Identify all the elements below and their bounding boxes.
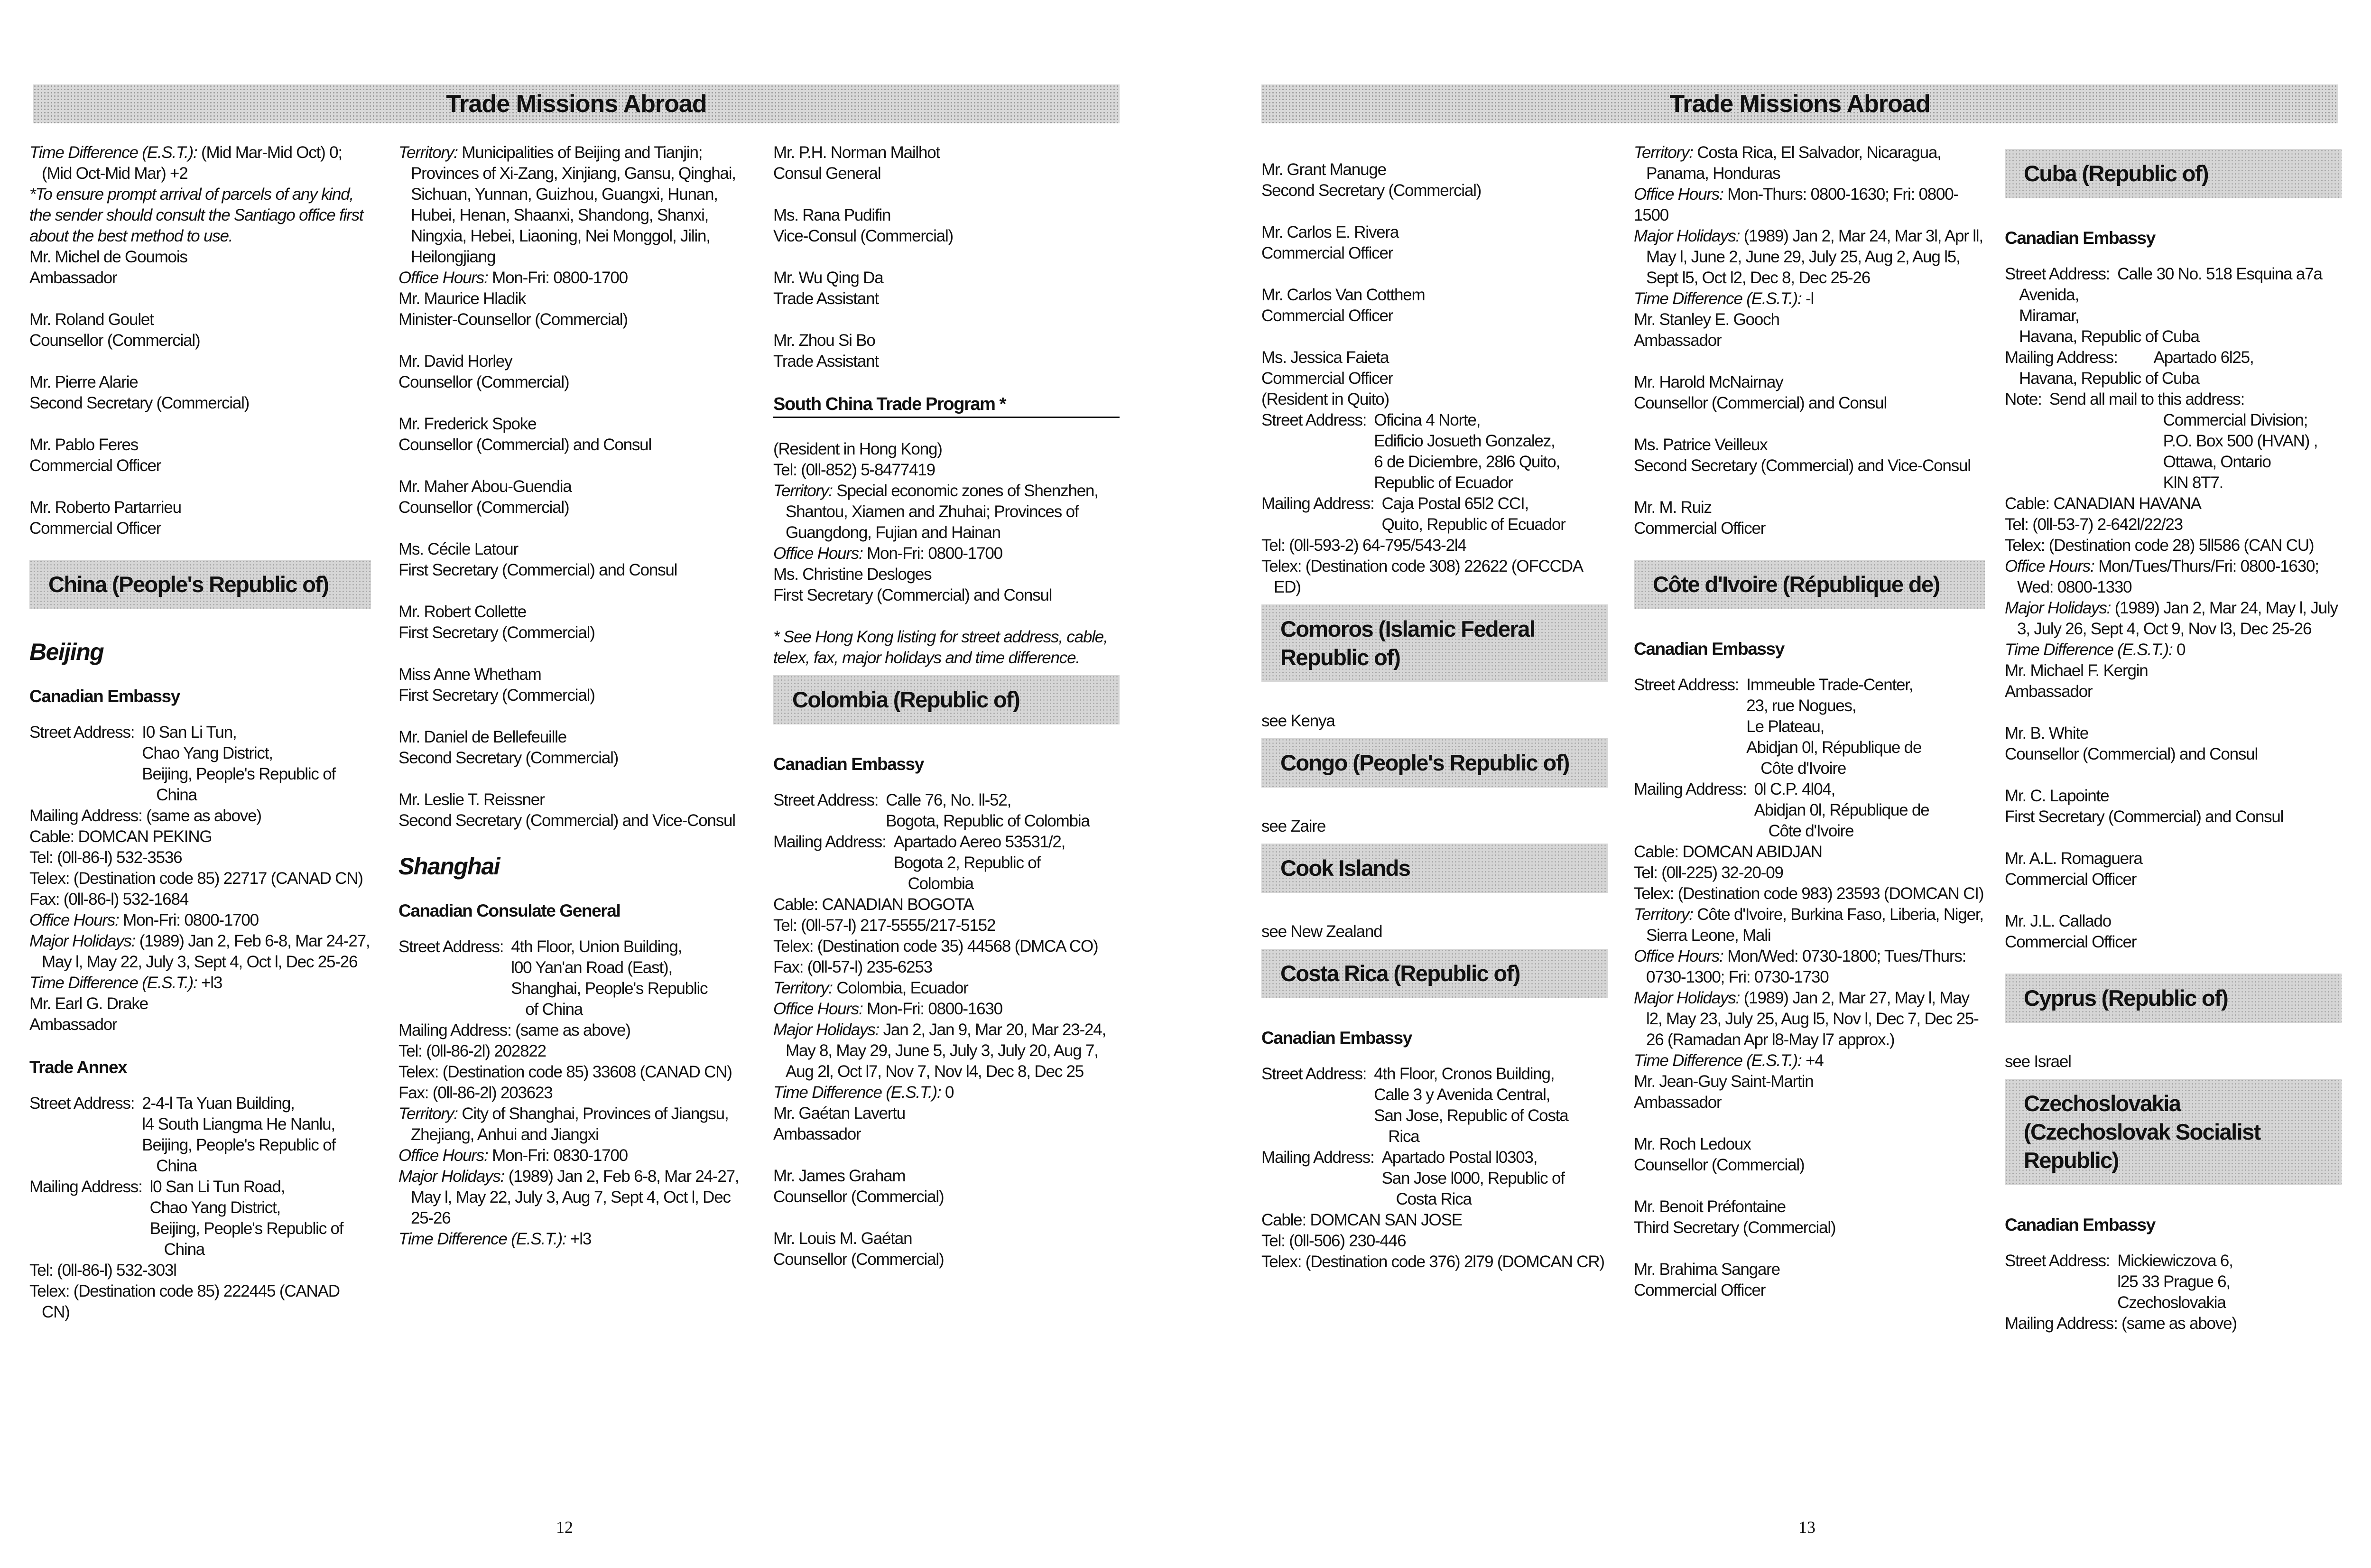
telephone: Tel: (0ll-593-2) 64-795/543-2l4 [1261, 536, 1466, 555]
street-address: Street Address: I0 San Li Tun, Chao Yang District, Beijing, People's Republic of China [29, 723, 336, 804]
city-heading-shanghai: Shanghai [398, 853, 500, 880]
left-column-1 [29, 142, 371, 1323]
staff-entry: Mr. B. White Counsellor (Commercial) and Consul [2005, 724, 2258, 763]
embassy-heading: Canadian Embassy [2005, 1215, 2155, 1234]
staff-entry: Mr. M. Ruiz Commercial Officer [1634, 498, 1766, 538]
time-difference: Time Difference (E.S.T.): -l [1634, 289, 1814, 308]
office-hours: Office Hours: Mon/Wed: 0730-1800; Tues/Thurs: 0730-1300; Fri: 0730-1730 [1634, 947, 1966, 986]
mailing-address: Mailing Address: l0 San Li Tun Road, Chao Yang District, Beijing, People's Republic of China [29, 1178, 343, 1259]
mailing-address: Mailing Address: Apartado Aereo 53531/2, Bogota 2, Republic of Colombia [773, 833, 1065, 893]
office-hours: Office Hours: Mon/Tues/Thurs/Fri: 0800-1630; Wed: 0800-1330 [2005, 557, 2319, 596]
telephone: Tel: (0ll-86-l) 532-303l [29, 1261, 176, 1280]
major-holidays: Major Holidays: (1989) Jan 2, Feb 6-8, Mar 24-27, May l, May 22, July 3, Aug 7, Sept 4, Oct l, Dec 25-26 [398, 1167, 739, 1227]
left-column-3 [773, 142, 1120, 1291]
page-header-title: Trade Missions Abroad [446, 90, 707, 118]
embassy-heading: Canadian Embassy [2005, 228, 2155, 248]
staff-entry: Mr. Pierre Alarie Second Secretary (Commercial) [29, 373, 250, 412]
staff-entry: Mr. Brahima Sangare Commercial Officer [1634, 1260, 1780, 1299]
mailing-address: Mailing Address: Caja Postal 65l2 CCI, Quito, Republic of Ecuador [1261, 494, 1565, 534]
territory: Territory: Municipalities of Beijing and Tianjin; Provinces of Xi-Zang, Xinjiang, Gansu, Qinghai, Sichuan, Yunnan, Guizhou, Guangxi, Hunan, Hubei, Henan, Shaanxi, Shandong, Shanxi, Ningxia, Hebei, Liaoning, Nei Monggol, Jilin, Heilongjiang [398, 143, 736, 266]
staff-entry: Mr. Frederick Spoke Counsellor (Commercial) and Consul [398, 415, 652, 454]
staff-entry: Mr. Daniel de Bellefeuille Second Secretary (Commercial) [398, 728, 619, 767]
street-address: Street Address: Mickiewiczova 6, l25 33 Prague 6, Czechoslovakia [2005, 1252, 2233, 1312]
mail-note: Note: Send all mail to this address: Commercial Division; P.O. Box 500 (HVAN) , Ottawa, Ontario KlN 8T7. [2005, 390, 2318, 492]
cable: Cable: DOMCAN PEKING [29, 827, 212, 846]
territory: Territory: Colombia, Ecuador [773, 979, 968, 997]
parcel-note: *To ensure prompt arrival of parcels of any kind, the sender should consult the Santiago office first about the best method to use. [29, 185, 363, 245]
time-difference: Time Difference (E.S.T.): 0 [773, 1083, 954, 1102]
staff-entry: Mr. James Graham Counsellor (Commercial) [773, 1167, 944, 1206]
staff-entry: Mr. Pablo Feres Commercial Officer [29, 436, 161, 475]
street-address-line: Avenida, [2019, 286, 2079, 304]
staff-entry: Mr. Roch Ledoux Counsellor (Commercial) [1634, 1135, 1805, 1174]
embassy-heading: Canadian Embassy [29, 687, 180, 706]
major-holidays: Major Holidays: Jan 2, Jan 9, Mar 20, Mar 23-24, May 8, May 29, June 5, July 3, July 20, Aug 7, Aug 2l, Oct l7, Nov 7, Nov l4, Dec 8, Dec 25 [773, 1021, 1106, 1081]
page-number: 13 [1798, 1518, 1815, 1537]
major-holidays: Major Holidays: (1989) Jan 2, Mar 24, May l, July 3, July 26, Sept 4, Oct 9, Nov l3, Dec 25-26 [2005, 599, 2338, 638]
resident-note: (Resident in Quito) [1261, 390, 1389, 408]
time-difference: Time Difference (E.S.T.): (Mid Mar-Mid Oct) 0; (Mid Oct-Mid Mar) +2 [29, 143, 342, 183]
telex: Telex: (Destination code 35) 44568 (DMCA CO) [773, 937, 1098, 956]
office-hours: Office Hours: Mon-Fri: 0800-1700 [29, 911, 259, 929]
mailing-address: Mailing Address: (same as above) [2005, 1314, 2237, 1333]
left-column-2 [398, 142, 750, 1250]
street-address: Street Address: 4th Floor, Cronos Building, Calle 3 y Avenida Central, San Jose, Republic of Costa Rica [1261, 1065, 1568, 1146]
staff-entry: Mr. Zhou Si Bo Trade Assistant [773, 331, 879, 371]
staff-entry: Mr. Robert Collette First Secretary (Commercial) [398, 603, 595, 642]
staff-entry: Mr. Maher Abou-Guendia Counsellor (Commercial) [398, 477, 572, 517]
telex: Telex: (Destination code 85) 222445 (CANAD CN) [29, 1282, 340, 1321]
street-address-line: Havana, Republic of Cuba [2019, 327, 2199, 346]
office-hours: Office Hours: Mon-Fri: 0800-1630 [773, 1000, 1002, 1018]
country-heading-cote-divoire: Côte d'Ivoire (République de) [1634, 560, 1985, 609]
country-heading-cyprus: Cyprus (Republic of) [2005, 974, 2342, 1023]
staff-entry: Mr. Carlos Van Cotthem Commercial Officer [1261, 286, 1425, 325]
staff-entry: Mr. Wu Qing Da Trade Assistant [773, 269, 883, 308]
see-reference: see New Zealand [1261, 922, 1382, 941]
territory: Territory: City of Shanghai, Provinces of Jiangsu, Zhejiang, Anhui and Jiangxi [398, 1104, 729, 1144]
see-reference: see Zaire [1261, 817, 1326, 835]
staff-entry: Mr. David Horley Counsellor (Commercial) [398, 352, 569, 391]
staff-entry: Ms. Cécile Latour First Secretary (Commercial) and Consul [398, 540, 677, 579]
territory: Territory: Special economic zones of Shenzhen, Shantou, Xiamen and Zhuhai; Provinces of Guangdong, Fujian and Hainan [773, 482, 1098, 542]
staff-name: Ms. Jessica Faieta [1261, 348, 1389, 367]
country-heading-costa-rica: Costa Rica (Republic of) [1261, 949, 1608, 998]
staff-entry: Ms. Patrice Veilleux Second Secretary (Commercial) and Vice-Consul [1634, 436, 1971, 475]
page-header-title: Trade Missions Abroad [1669, 90, 1930, 118]
telephone: Tel: (0ll-57-l) 217-5555/217-5152 [773, 916, 996, 935]
fax: Fax: (0ll-86-l) 532-1684 [29, 890, 188, 909]
country-heading-colombia: Colombia (Republic of) [773, 675, 1120, 724]
country-heading-czechoslovakia: Czechoslovakia (Czechoslovak Socialist Republic) [2005, 1079, 2342, 1185]
office-hours: Office Hours: Mon-Thurs: 0800-1630; Fri: 0800-1500 [1634, 185, 1959, 224]
staff-entry: Mr. Harold McNairnay Counsellor (Commercial) and Consul [1634, 373, 1887, 412]
street-address: Street Address: Calle 76, No. ll-52, Bogota, Republic of Colombia [773, 791, 1090, 830]
trade-annex-heading: Trade Annex [29, 1058, 127, 1077]
telex: Telex: (Destination code 85) 33608 (CANAD CN) [398, 1063, 732, 1081]
mailing-address: Mailing Address: Apartado Postal l0303, San Jose l000, Republic of Costa Rica [1261, 1148, 1565, 1208]
hong-kong-note: * See Hong Kong listing for street address, cable, telex, fax, major holidays and time difference. [773, 628, 1108, 667]
embassy-heading: Canadian Embassy [1634, 639, 1784, 659]
telephone: Tel: (0ll-852) 5-8477419 [773, 461, 935, 479]
street-address: Street Address: 2-4-l Ta Yuan Building, l4 South Liangma He Nanlu, Beijing, People's Republic of China [29, 1094, 336, 1175]
telex: Telex: (Destination code 85) 22717 (CANAD CN) [29, 869, 363, 888]
telephone: Tel: (0ll-506) 230-446 [1261, 1232, 1406, 1250]
staff-entry: Ms. Rana Pudifin Vice-Consul (Commercial) [773, 206, 953, 245]
staff-entry: Mr. Earl G. Drake Ambassador [29, 994, 148, 1034]
telephone: Tel: (0ll-53-7) 2-642l/22/23 [2005, 515, 2183, 534]
staff-entry: Mr. Michael F. Kergin Ambassador [2005, 661, 2148, 701]
page-header-banner [1261, 84, 2338, 123]
right-column-3 [2005, 142, 2342, 1334]
staff-entry: Mr. Maurice Hladik Minister-Counsellor (Commercial) [398, 289, 628, 329]
time-difference: Time Difference (E.S.T.): +l3 [398, 1230, 592, 1248]
mailing-address: Mailing Address: (same as above) [398, 1021, 630, 1039]
staff-entry: Miss Anne Whetham First Secretary (Commercial) [398, 665, 595, 705]
country-heading-cuba: Cuba (Republic of) [2005, 149, 2342, 198]
page-number: 12 [556, 1518, 573, 1537]
street-address-line: Miramar, [2019, 306, 2079, 325]
fax: Fax: (0ll-57-l) 235-6253 [773, 958, 932, 976]
telex: Telex: (Destination code 376) 2l79 (DOMCAN CR) [1261, 1253, 1604, 1271]
south-china-program-heading: South China Trade Program * [773, 393, 1120, 418]
staff-entry: Mr. P.H. Norman Mailhot Consul General [773, 143, 940, 183]
staff-entry: Mr. A.L. Romaguera Commercial Officer [2005, 849, 2142, 889]
right-column-2 [1634, 142, 1985, 1322]
right-page [1186, 0, 2371, 1568]
office-hours: Office Hours: Mon-Fri: 0800-1700 [773, 544, 1002, 563]
time-difference: Time Difference (E.S.T.): +4 [1634, 1051, 1824, 1070]
see-reference: see Kenya [1261, 712, 1335, 730]
major-holidays: Major Holidays: (1989) Jan 2, Mar 24, Mar 3l, Apr ll, May l, June 2, June 29, July 25, Aug 2, Aug l5, Sept l5, Oct l2, Dec 8, Dec 25-26 [1634, 227, 1983, 287]
street-address: Street Address: 4th Floor, Union Building, l00 Yan'an Road (East), Shanghai, People's Republic of China [398, 937, 708, 1019]
cable: Cable: DOMCAN ABIDJAN [1634, 843, 1822, 861]
staff-entry: Mr. Stanley E. Gooch Ambassador [1634, 310, 1779, 350]
embassy-heading: Canadian Embassy [1261, 1028, 1412, 1048]
mailing-address: Mailing Address: Apartado 6l25, [2005, 348, 2254, 367]
staff-entry: Mr. C. Lapointe First Secretary (Commercial) and Consul [2005, 787, 2284, 826]
staff-entry: Mr. Grant Manuge Second Secretary (Commercial) [1261, 160, 1482, 200]
telephone: Tel: (0ll-86-l) 532-3536 [29, 848, 182, 867]
mailing-address: Mailing Address: 0l C.P. 4l04, Abidjan 0l, République de Côte d'Ivoire [1634, 780, 1929, 840]
staff-entry: Mr. Roland Goulet Counsellor (Commercial) [29, 310, 200, 350]
country-heading-comoros: Comoros (Islamic Federal Republic of) [1261, 604, 1608, 682]
country-heading-china: China (People's Republic of) [29, 560, 371, 609]
staff-entry: Mr. Carlos E. Rivera Commercial Officer [1261, 223, 1399, 262]
cable: Cable: CANADIAN BOGOTA [773, 895, 974, 914]
staff-entry: Mr. Gaétan Lavertu Ambassador [773, 1104, 906, 1143]
telex: Telex: (Destination code 308) 22622 (OFCCDA ED) [1261, 557, 1582, 596]
territory: Territory: Costa Rica, El Salvador, Nicaragua, Panama, Honduras [1634, 143, 1941, 183]
street-address: Street Address: Oficina 4 Norte, Edificio Josueth Gonzalez, 6 de Diciembre, 28l6 Quito, Republic of Ecuador [1261, 411, 1560, 492]
right-column-1 [1261, 159, 1608, 1272]
country-heading-cook-islands: Cook Islands [1261, 844, 1608, 893]
major-holidays: Major Holidays: (1989) Jan 2, Mar 27, May l, May l2, May 23, July 25, Aug l5, Nov l, Dec 7, Dec 25-26 (Ramadan Apr l8-May l7 approx.) [1634, 989, 1979, 1049]
staff-entry: Mr. Roberto Partarrieu Commercial Officer [29, 498, 181, 538]
street-address: Street Address: Immeuble Trade-Center, 23, rue Nogues, Le Plateau, Abidjan 0l, République de Côte d'Ivoire [1634, 676, 1922, 778]
staff-entry: Ms. Christine Desloges First Secretary (Commercial) and Consul [773, 565, 1052, 604]
staff-entry: Mr. J.L. Callado Commercial Officer [2005, 912, 2137, 951]
staff-entry: Mr. Michel de Goumois Ambassador [29, 248, 187, 287]
embassy-heading: Canadian Embassy [773, 754, 924, 774]
telex: Telex: (Destination code 983) 23593 (DOMCAN CI) [1634, 884, 1984, 903]
telex: Telex: (Destination code 28) 5ll586 (CAN CU) [2005, 536, 2314, 555]
time-difference: Time Difference (E.S.T.): 0 [2005, 640, 2186, 659]
territory: Territory: Côte d'Ivoire, Burkina Faso, Liberia, Niger, Sierra Leone, Mali [1634, 905, 1983, 945]
staff-entry: Mr. Benoit Préfontaine Third Secretary (Commercial) [1634, 1197, 1836, 1237]
country-heading-congo: Congo (People's Republic of) [1261, 738, 1608, 788]
page-header-banner [33, 84, 1120, 123]
cable: Cable: DOMCAN SAN JOSE [1261, 1211, 1462, 1229]
city-heading-beijing: Beijing [29, 639, 104, 665]
consulate-heading: Canadian Consulate General [398, 901, 621, 920]
mailing-address: Mailing Address: (same as above) [29, 807, 261, 825]
telephone: Tel: (0ll-225) 32-20-09 [1634, 863, 1783, 882]
staff-entry: Mr. Louis M. Gaétan Counsellor (Commercial) [773, 1229, 944, 1269]
cable: Cable: CANADIAN HAVANA [2005, 494, 2201, 513]
street-address: Street Address: Calle 30 No. 518 Esquina a7a [2005, 265, 2322, 283]
office-hours: Office Hours: Mon-Fri: 0800-1700 [398, 269, 628, 287]
fax: Fax: (0ll-86-2l) 203623 [398, 1084, 553, 1102]
time-difference: Time Difference (E.S.T.): +l3 [29, 974, 222, 992]
staff-title: Commercial Officer [1261, 369, 1393, 388]
staff-entry: Mr. Jean-Guy Saint-Martin Ambassador [1634, 1072, 1814, 1112]
major-holidays: Major Holidays: (1989) Jan 2, Feb 6-8, Mar 24-27, May l, May 22, July 3, Sept 4, Oct l, Dec 25-26 [29, 932, 370, 971]
mailing-address-line: Havana, Republic of Cuba [2019, 369, 2199, 388]
resident-note: (Resident in Hong Kong) [773, 440, 942, 458]
telephone: Tel: (0ll-86-2l) 202822 [398, 1042, 546, 1060]
staff-entry: Mr. Leslie T. Reissner Second Secretary (Commercial) and Vice-Consul [398, 790, 735, 830]
see-reference: see Israel [2005, 1052, 2071, 1071]
office-hours: Office Hours: Mon-Fri: 0830-1700 [398, 1146, 628, 1165]
